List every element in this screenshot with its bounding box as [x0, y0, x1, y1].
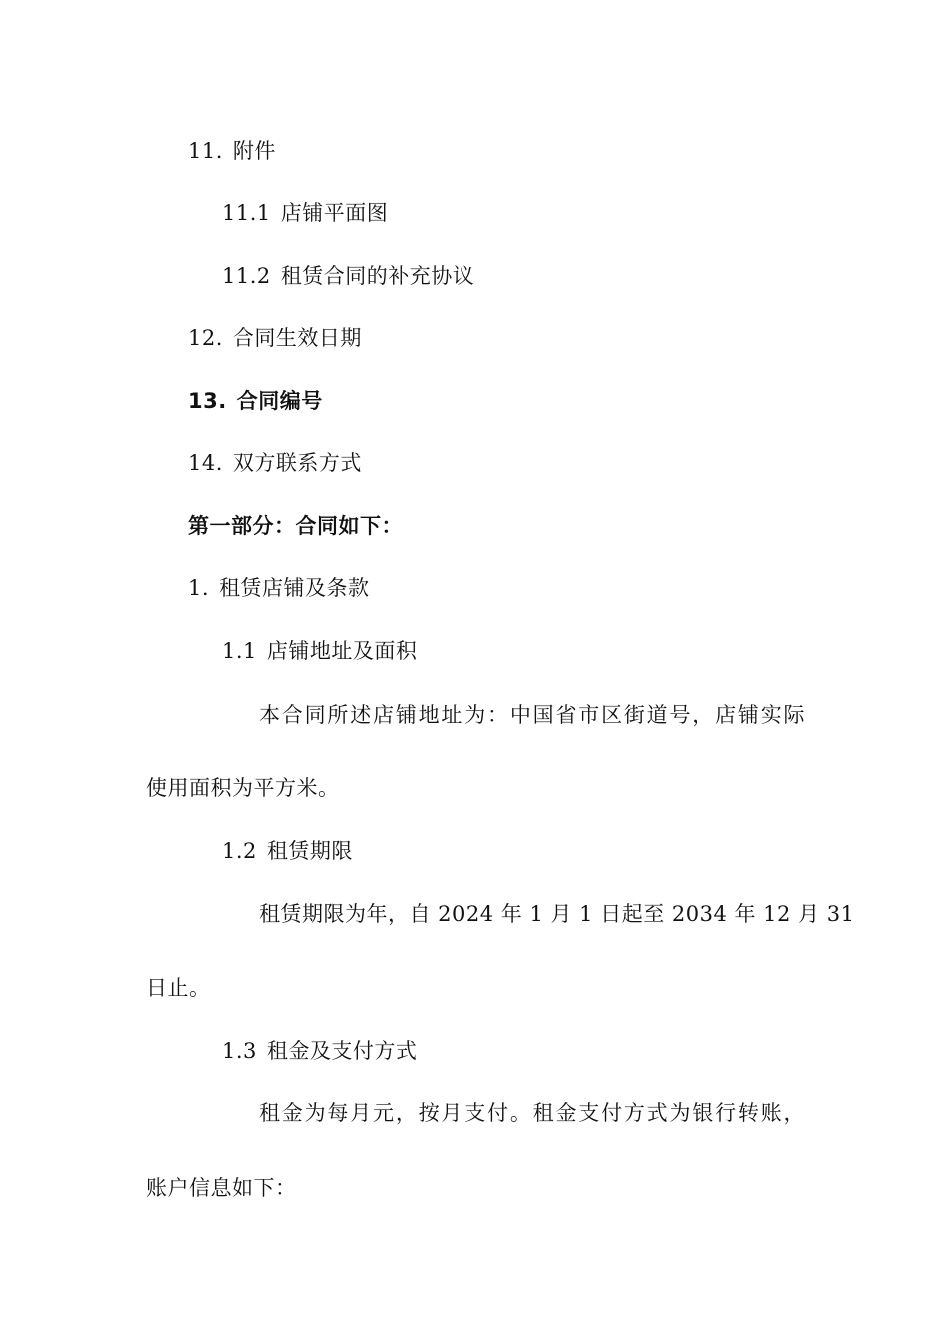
section-heading-lease: [188, 574, 370, 602]
list-item-contact-info: [188, 449, 362, 477]
subsection-title: 租金及支付方式: [266, 1039, 418, 1063]
item-text: 合同编号: [236, 389, 323, 413]
paragraph-line: 使用面积为平方米。: [146, 776, 340, 800]
subsection-heading-address: [222, 637, 417, 665]
subsection-number: 1.1: [222, 639, 257, 663]
item-number: 11.2: [222, 264, 271, 288]
list-item-attachments: [188, 137, 276, 165]
item-number: 14.: [188, 451, 223, 475]
item-text: 附件: [232, 139, 276, 163]
subsection-heading-term: [222, 837, 353, 865]
list-item-floor-plan: [222, 199, 388, 227]
list-item-effective-date: [188, 324, 362, 352]
item-text: 双方联系方式: [232, 451, 362, 475]
item-number: 13.: [188, 389, 227, 413]
item-text: 店铺平面图: [280, 201, 389, 225]
subsection-title: 店铺地址及面积: [266, 639, 418, 663]
paragraph-line: 账户信息如下：: [146, 1176, 297, 1200]
subsection-title: 租赁期限: [266, 839, 353, 863]
item-number: 12.: [188, 326, 223, 350]
part-heading: 第一部分：合同如下：: [188, 514, 403, 538]
item-text: 合同生效日期: [232, 326, 362, 350]
paragraph-line: 本合同所述店铺地址为：中国省市区街道号，店铺实际: [259, 703, 805, 727]
subsection-number: 1.3: [222, 1039, 257, 1063]
paragraph-line: 日止。: [146, 976, 211, 1000]
list-item-supplementary-agreement: [222, 262, 474, 290]
item-number: 11.1: [222, 201, 271, 225]
subsection-number: 1.2: [222, 839, 257, 863]
paragraph-line: 租赁期限为年，自 2024 年 1 月 1 日起至 2034 年 12 月 31: [259, 902, 855, 926]
section-title: 租赁店铺及条款: [219, 576, 370, 600]
item-text: 租赁合同的补充协议: [280, 264, 475, 288]
section-number: 1.: [188, 576, 210, 600]
item-number: 11.: [188, 139, 223, 163]
subsection-heading-rent: [222, 1037, 417, 1065]
list-item-contract-number: [188, 387, 323, 415]
paragraph-line: 租金为每月元，按月支付。租金支付方式为银行转账，: [259, 1101, 805, 1125]
